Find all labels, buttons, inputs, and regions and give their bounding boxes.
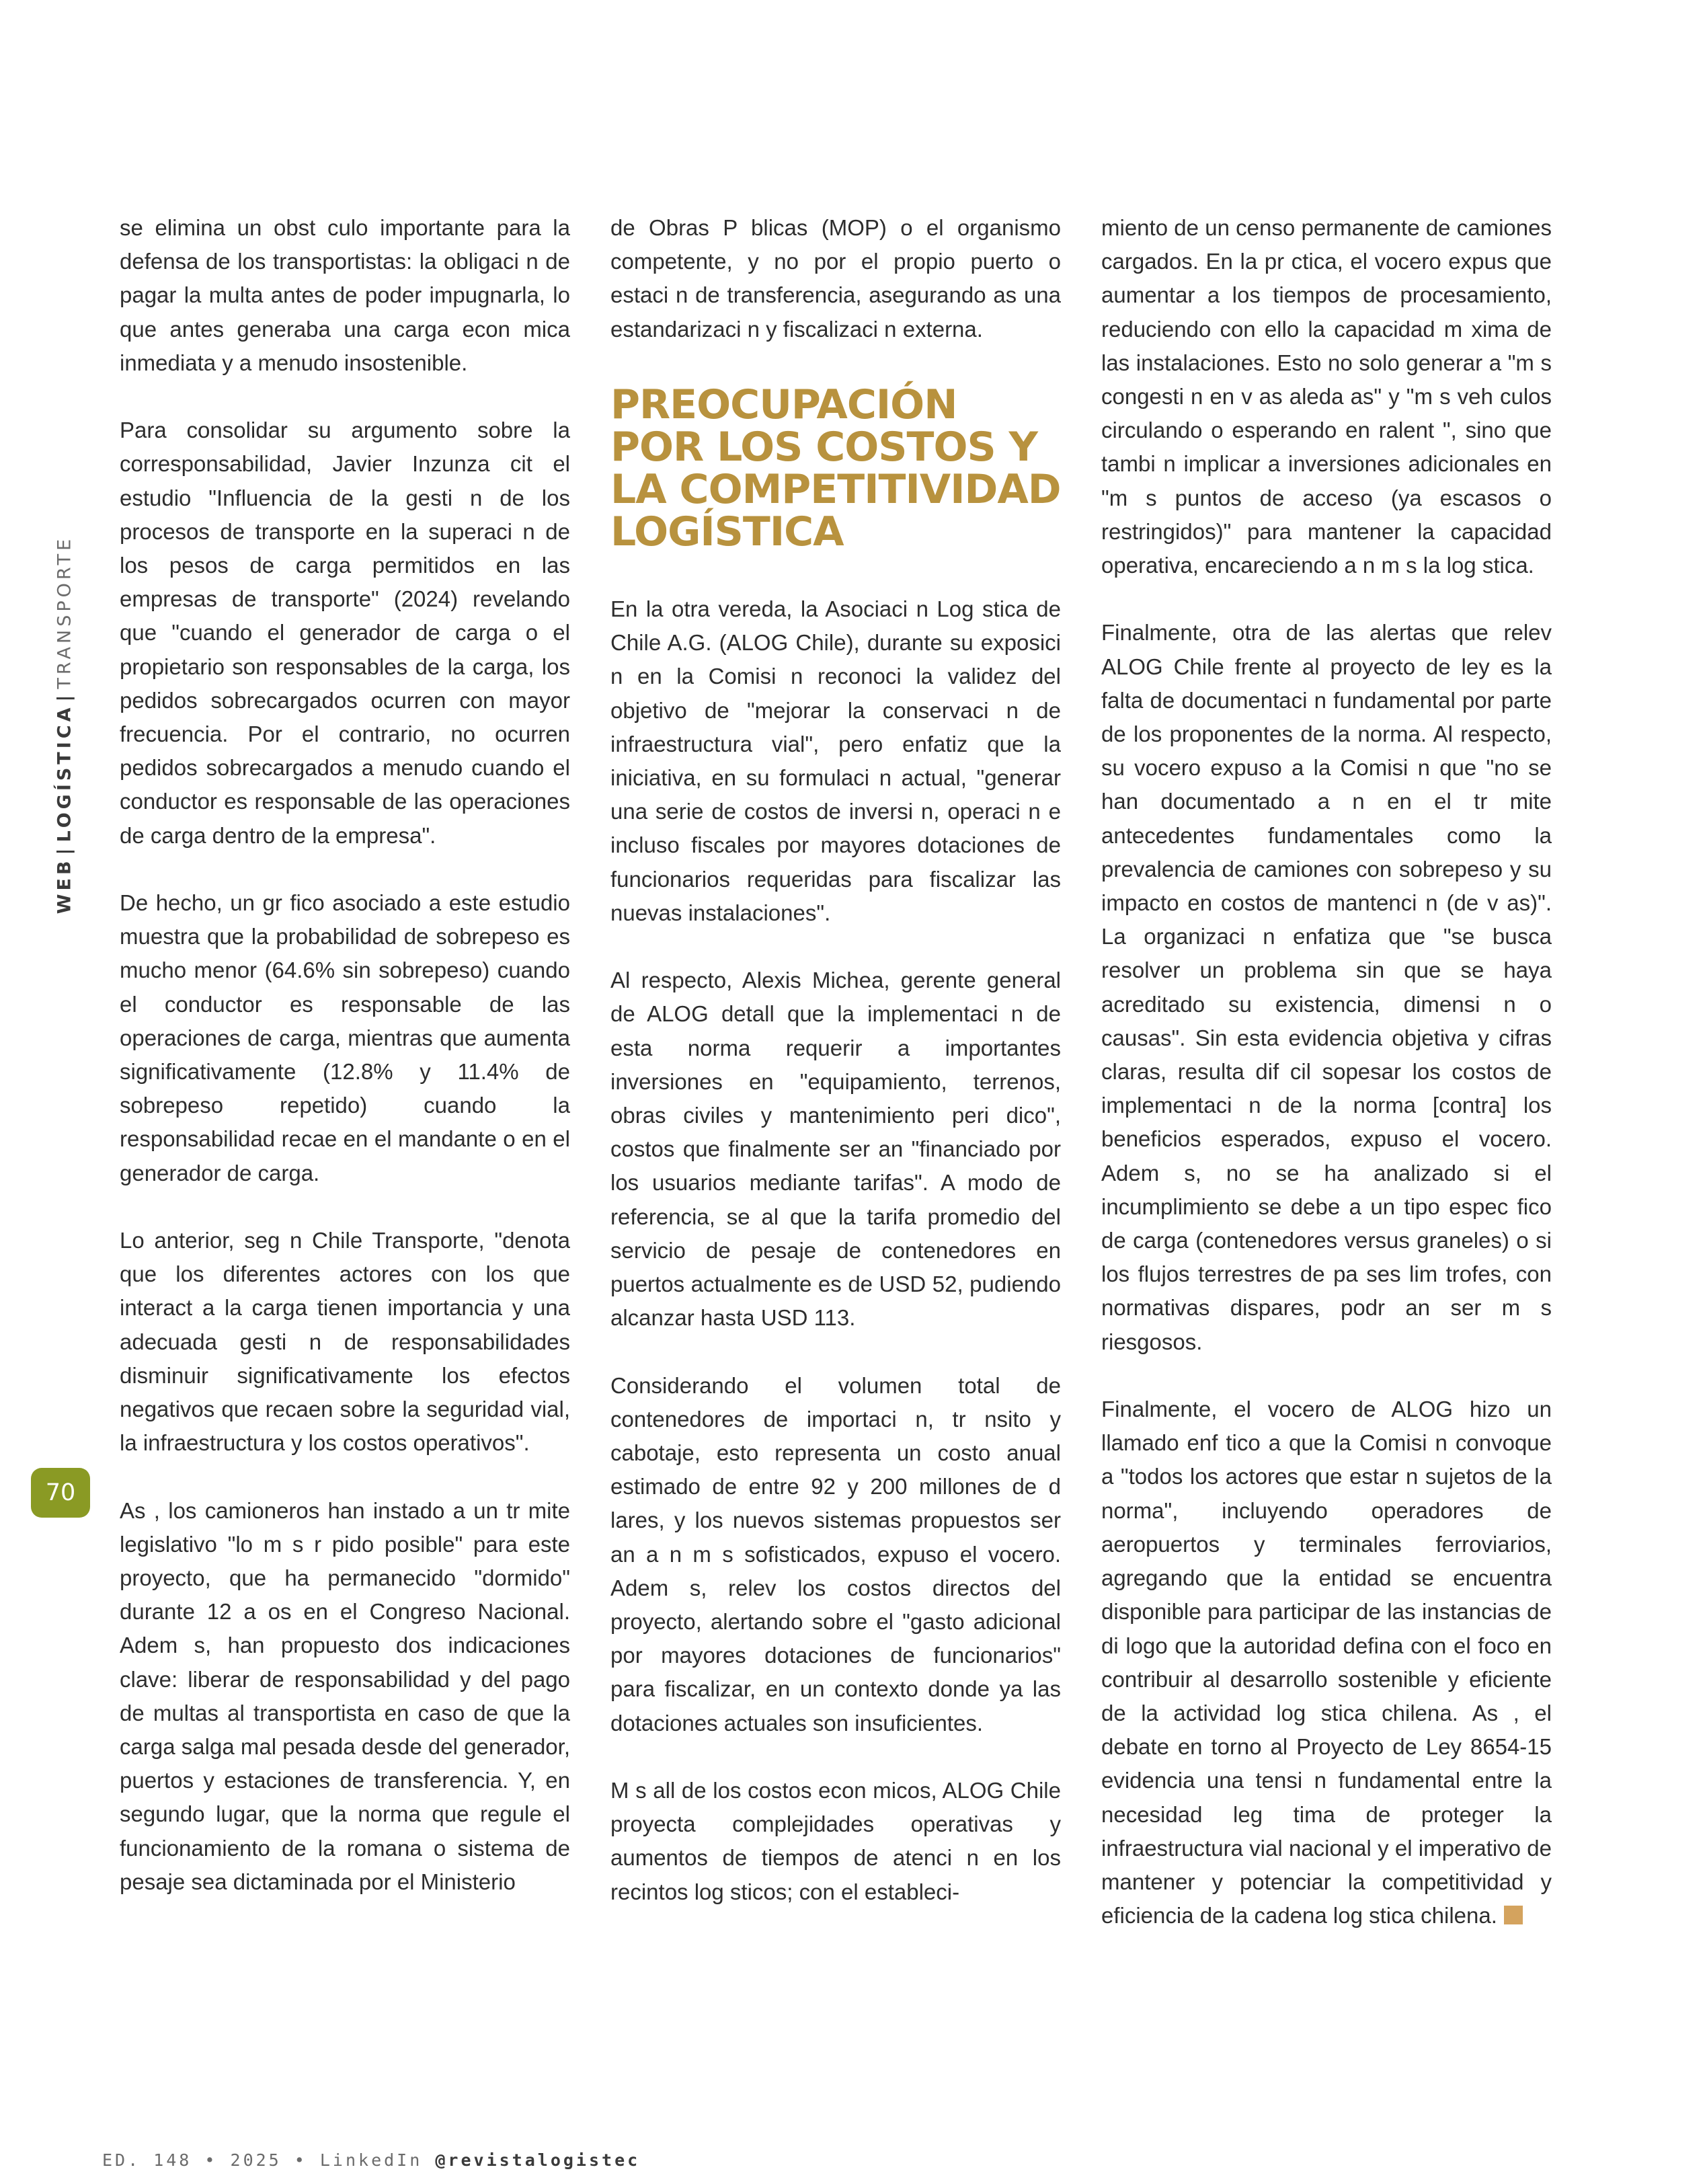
page-footer — [102, 2150, 640, 2170]
paragraph: miento de un censo permanente de camiones cargados. En la pr ctica, el vocero expus que aumentar a los tiempos de procesamiento, reduciendo con ello la capacidad m xima de las instalaciones. Esto no solo generar a "m s congesti n en v as aleda as" y "m s veh culos circulando o esperando en ralent ", sino que tambi n implicar a inversiones adicionales en "m s puntos de acceso (ya escasos o restringidos)" para mantener la capacidad operativa, encareciendo a n m s la log stica. — [1101, 215, 1552, 578]
paragraph: Finalmente, otra de las alertas que relev ALOG Chile frente al proyecto de ley es la falta de documentaci n fundamental por parte de los proponentes de la norma. Al respecto, su vocero expuso a la Comisi n que "no se han documentado a n en el tr mite antecedentes fundamentales como la prevalencia de camiones con sobrepeso y su impacto en costos de mantenci n (de v as)". La organizaci n enfatiza que "se busca resolver un problema sin que se haya acreditado su existencia, dimensi n o causas". Sin esta evidencia objetiva y cifras claras, resulta dif cil sopesar los costos de implementaci n de la norma [contra] los beneficios esperados, expuso el vocero. Adem s, no se ha analizado si el incumplimiento se debe a un tipo espec fico de carga (contenedores versus graneles) o si los flujos terrestres de pa ses lim trofes, con normativas dispares, podr an ser m s riesgosos. — [1101, 620, 1552, 1354]
section-label-logistica: LOGÍSTICA — [54, 704, 75, 843]
paragraph: Al respecto, Alexis Michea, gerente general de ALOG detall que la implementaci n de esta norma requerir a importantes inversiones en "equipamiento, terrenos, obras civiles y mantenimiento peri dico", costos que finalmente ser an "financiado por los usuarios mediante tarifas". A modo de referencia, se al que la tarifa promedio del servicio de pesaje de contenedores en puertos actualmente es de USD 52, pudiendo alcanzar hasta USD 113. — [610, 968, 1061, 1331]
article-column-2 — [610, 211, 1061, 1909]
page-number-badge: 70 — [31, 1468, 90, 1518]
article-column-3 — [1101, 211, 1552, 1933]
footer-linkedin-handle: @revistalogistec — [435, 2150, 641, 2170]
final-paragraph — [1101, 1393, 1552, 1933]
paragraph: As , los camioneros han instado a un tr mite legislativo "lo m s r pido posible" para este proyecto, que ha permanecido "dormido" durante 12 a os en el Congreso Nacional. Adem s, han propuesto dos indicaciones clave: liberar de responsabilidad y del pago de multas al transportista en caso de que la carga salga mal pesada desde del generador, puertos y estaciones de transferencia. Y, en segundo lugar, que la norma que regule el funcionamiento de la romana o sistema de pesaje sea dictaminada por el Ministerio — [120, 1497, 570, 1894]
section-label — [54, 536, 75, 914]
final-paragraph-text: Finalmente, el vocero de ALOG hizo un llamado enf tico a que la Comisi n convoque a "todos los actores que estar n sujetos de la norma", incluyendo operadores de aeropuertos y terminales ferroviarios, agregando que la entidad se encuentra disponible para participar de las instancias de di logo que la autoridad defina con el foco en contribuir al desarrollo sostenible y eficiente de la actividad log stica chilena. As , el debate en torno al Proyecto de Ley 8654-15 evidencia una tensi n fundamental entre la necesidad leg tima de proteger la infraestructura vial nacional y el imperativo de mantener y potenciar la competitividad y eficiencia de la cadena log stica chilena. — [1101, 1397, 1552, 1928]
paragraph: Para consolidar su argumento sobre la corresponsabilidad, Javier Inzunza cit el estudio "Influencia de la gesti n de los procesos de transporte en la superaci n de los pesos de carga permitidos en las empresas de transporte" (2024) revelando que "cuando el generador de carga o el propietario son responsables de la carga, los pedidos sobrecargados ocurren con mayor frecuencia. Por el contrario, no ocurren pedidos sobrecargados a menudo cuando el conductor es responsable de las operaciones de carga dentro de la empresa". — [120, 418, 570, 848]
paragraph: Considerando el volumen total de contenedores de importaci n, tr nsito y cabotaje, esto representa un costo anual estimado de entre 92 y 200 millones de d lares, y los nuevos sistemas propuestos ser an a n m s sofisticados, expuso el vocero. Adem s, relev los costos directos del proyecto, alertando sobre el "gasto adicional por mayores dotaciones de funcionarios" para fiscalizar, en un contexto donde ya las dotaciones actuales son insuficientes. — [610, 1372, 1061, 1736]
section-label-web: WEB — [54, 857, 75, 914]
article-column-1 — [120, 211, 570, 1899]
end-of-article-icon — [1504, 1906, 1523, 1924]
paragraph: de Obras P blicas (MOP) o el organismo competente, y no por el propio puerto o estaci n de transferencia, asegurando as una estandarizaci n y fiscalizaci n externa. — [610, 215, 1061, 342]
section-label-separator: | — [54, 845, 75, 855]
section-label-separator: | — [54, 691, 75, 702]
paragraph: De hecho, un gr fico asociado a este estudio muestra que la probabilidad de sobrepeso es mucho menor (64.6% sin sobrepeso) cuando el conductor es responsable de las operaciones de carga, mientras que aumenta significativamente (12.8% y 11.4% de sobrepeso repetido) cuando la responsabilidad recae en el mandante o en el generador de carga. — [120, 890, 570, 1185]
paragraph: se elimina un obst culo importante para la defensa de los transportistas: la obligaci n de pagar la multa antes de poder impugnarla, lo que antes generaba una carga econ mica inmediata y a menudo insostenible. — [120, 215, 570, 375]
paragraph: Lo anterior, seg n Chile Transporte, "denota que los diferentes actores con los que interact a la carga tienen importancia y una adecuada gesti n de responsabilidades disminuir significativamente los efectos negativos que recaen sobre la seguridad vial, la infraestructura y los costos operativos". — [120, 1228, 570, 1456]
paragraph: M s all de los costos econ micos, ALOG Chile proyecta complejidades operativas y aumentos de tiempos de atenci n en los recintos log sticos; con el estableci- — [610, 1778, 1061, 1904]
section-label-transporte: TRANSPORTE — [54, 535, 75, 689]
section-heading: PREOCUPACIÓN POR LOS COSTOS Y LA COMPETITIVIDAD LOGÍSTICA — [610, 381, 1061, 555]
paragraph: En la otra vereda, la Asociaci n Log stica de Chile A.G. (ALOG Chile), durante su exposici n en la Comisi n reconoci la validez del objetivo de "mejorar la conservaci n de infraestructura vial", pero enfatiz que la iniciativa, en su formulaci n actual, "generar una serie de costos de inversi n, operaci n e incluso fiscales por mayores dotaciones de funcionarios requeridas para fiscalizar las nuevas instalaciones". — [610, 596, 1061, 925]
footer-edition: ED. 148 • 2025 • LinkedIn — [102, 2150, 423, 2170]
